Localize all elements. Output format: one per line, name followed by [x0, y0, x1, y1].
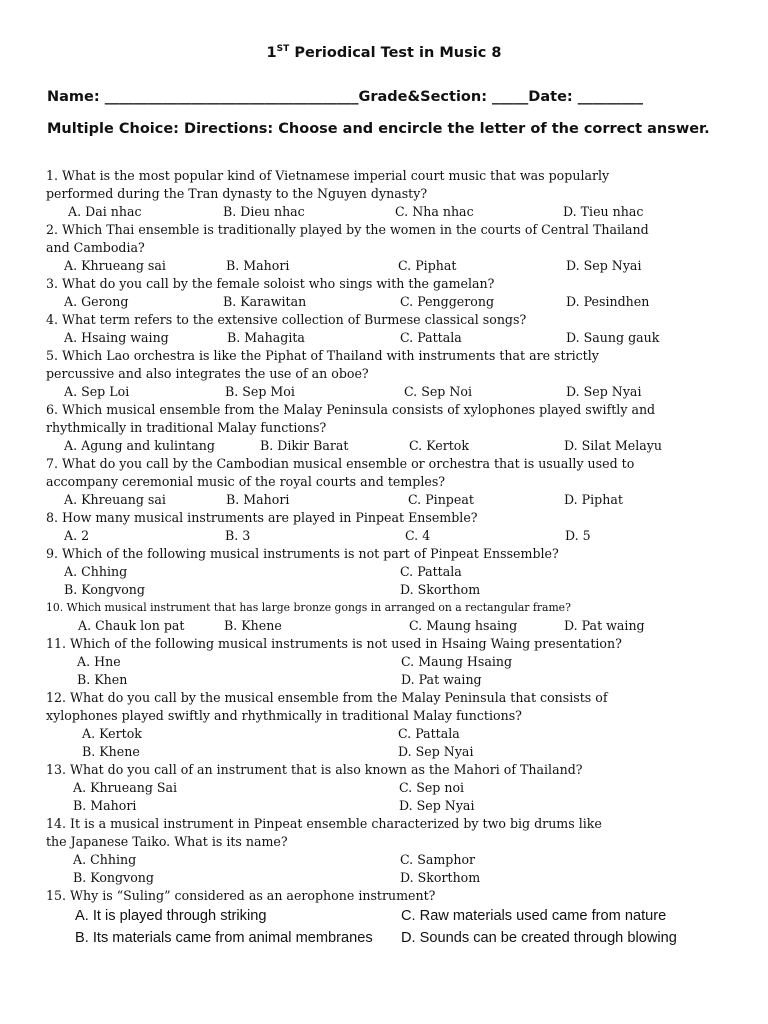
answer-row	[46, 437, 746, 455]
answer-option[interactable]: A. Khrueang sai	[64, 258, 166, 273]
answer-row	[46, 743, 746, 761]
question-list	[46, 167, 746, 949]
answer-option[interactable]: B. Its materials came from animal membranes	[75, 930, 373, 946]
answer-option[interactable]: C. Sep Noi	[404, 384, 472, 399]
answer-option[interactable]: D. Sep Nyai	[566, 258, 642, 273]
answer-row	[46, 491, 746, 509]
question-text: accompany ceremonial music of the royal courts and temples?	[46, 474, 446, 489]
answer-option[interactable]: C. Pattala	[400, 330, 462, 345]
question-text: 2. Which Thai ensemble is traditionally played by the women in the courts of Central Thailand	[46, 222, 649, 237]
answer-option[interactable]: C. Penggerong	[400, 294, 495, 309]
answer-option[interactable]: D. Pat waing	[564, 618, 645, 633]
question-14	[46, 815, 746, 887]
answer-option[interactable]: B. 3	[225, 528, 251, 543]
question-text: 14. It is a musical instrument in Pinpeat ensemble characterized by two big drums like	[46, 816, 602, 831]
answer-option[interactable]: B. Khene	[224, 618, 282, 633]
answer-option[interactable]: B. Dieu nhac	[223, 204, 305, 219]
answer-option[interactable]: C. Sep noi	[399, 780, 465, 795]
answer-option[interactable]: C. Piphat	[398, 258, 457, 273]
answer-option[interactable]: A. Chhing	[73, 852, 137, 867]
answer-option[interactable]: B. Mahori	[226, 258, 290, 273]
answer-option[interactable]: C. Kertok	[409, 438, 470, 453]
answer-option[interactable]: C. Raw materials used came from nature	[401, 908, 667, 924]
question-1	[46, 167, 746, 221]
answer-option[interactable]: A. Sep Loi	[64, 384, 130, 399]
answer-option[interactable]: B. Sep Moi	[225, 384, 295, 399]
question-text: performed during the Tran dynasty to the Nguyen dynasty?	[46, 186, 428, 201]
answer-option[interactable]: A. Kertok	[82, 726, 142, 741]
answer-option[interactable]: D. Sep Nyai	[398, 744, 474, 759]
answer-option[interactable]: D. Sep Nyai	[399, 798, 475, 813]
answer-option[interactable]: C. Pinpeat	[408, 492, 474, 507]
answer-option[interactable]: D. 5	[565, 528, 591, 543]
answer-row	[46, 329, 746, 347]
question-text: 6. Which musical ensemble from the Malay Peninsula consists of xylophones played swiftly and	[46, 402, 656, 417]
question-10	[46, 599, 746, 635]
answer-option[interactable]: B. Dikir Barat	[260, 438, 349, 453]
answer-option[interactable]: D. Piphat	[564, 492, 623, 507]
answer-option[interactable]: D. Silat Melayu	[564, 438, 663, 453]
answer-row	[46, 257, 746, 275]
question-text: the Japanese Taiko. What is its name?	[46, 834, 288, 849]
answer-option[interactable]: D. Skorthom	[400, 870, 481, 885]
question-text: 9. Which of the following musical instruments is not part of Pinpeat Enssemble?	[46, 546, 559, 561]
question-text: 13. What do you call of an instrument that is also known as the Mahori of Thailand?	[46, 762, 583, 777]
question-6	[46, 401, 746, 455]
answer-row	[46, 851, 746, 869]
answer-row	[46, 671, 746, 689]
question-text: 4. What term refers to the extensive collection of Burmese classical songs?	[46, 312, 527, 327]
answer-option[interactable]: D. Sep Nyai	[566, 384, 642, 399]
page-title: 1ST Periodical Test in Music 8	[266, 44, 502, 61]
answer-row	[46, 725, 746, 743]
name-grade-date-line: Name: ___________________________________Grade&Section: _____Date: _________	[47, 89, 643, 105]
answer-option[interactable]: A. Dai nhac	[68, 204, 142, 219]
answer-option[interactable]: B. Kongvong	[73, 870, 154, 885]
answer-option[interactable]: A. Hne	[77, 654, 121, 669]
answer-row	[46, 617, 746, 635]
answer-row	[46, 581, 746, 599]
answer-option[interactable]: B. Mahori	[73, 798, 137, 813]
question-text: and Cambodia?	[46, 240, 145, 255]
answer-option[interactable]: C. Maung hsaing	[409, 618, 518, 633]
answer-option[interactable]: A. Agung and kulintang	[64, 438, 215, 453]
answer-option[interactable]: B. Mahagita	[227, 330, 305, 345]
answer-option[interactable]: C. Nha nhac	[395, 204, 474, 219]
question-text: xylophones played swiftly and rhythmically in traditional Malay functions?	[46, 708, 522, 723]
question-text: 11. Which of the following musical instruments is not used in Hsaing Waing presentation?	[46, 636, 622, 651]
answer-option[interactable]: A. Hsaing waing	[64, 330, 169, 345]
answer-option[interactable]: D. Pat waing	[401, 672, 482, 687]
answer-row	[46, 869, 746, 887]
answer-option[interactable]: D. Skorthom	[400, 582, 481, 597]
question-4	[46, 311, 746, 347]
answer-option[interactable]: A. Khreuang sai	[64, 492, 166, 507]
answer-row	[46, 203, 746, 221]
answer-option[interactable]: B. Kongvong	[64, 582, 145, 597]
answer-option[interactable]: A. Gerong	[64, 294, 129, 309]
answer-option[interactable]: D. Pesindhen	[566, 294, 650, 309]
question-text: 12. What do you call by the musical ensemble from the Malay Peninsula that consists of	[46, 690, 608, 705]
question-text: 3. What do you call by the female soloist who sings with the gamelan?	[46, 276, 495, 291]
answer-option[interactable]: A. 2	[64, 528, 90, 543]
question-13	[46, 761, 746, 815]
answer-option[interactable]: A. Chhing	[64, 564, 128, 579]
answer-row	[46, 383, 746, 401]
question-8	[46, 509, 746, 545]
question-text: 8. How many musical instruments are played in Pinpeat Ensemble?	[46, 510, 478, 525]
question-text: 10. Which musical instrument that has large bronze gongs in arranged on a rectangular frame?	[46, 601, 571, 614]
answer-row	[46, 797, 746, 815]
question-text: 15. Why is “Suling” considered as an aerophone instrument?	[46, 888, 436, 903]
answer-row	[46, 293, 746, 311]
answer-option[interactable]: B. Karawitan	[223, 294, 307, 309]
answer-option[interactable]: C. 4	[405, 528, 431, 543]
question-text: percussive and also integrates the use of an oboe?	[46, 366, 369, 381]
answer-row	[46, 927, 746, 949]
answer-option[interactable]: C. Pattala	[400, 564, 462, 579]
answer-option[interactable]: C. Samphor	[400, 852, 476, 867]
answer-option[interactable]: B. Khen	[77, 672, 128, 687]
answer-option[interactable]: C. Maung Hsaing	[401, 654, 513, 669]
question-7	[46, 455, 746, 509]
answer-row	[46, 653, 746, 671]
question-text: 7. What do you call by the Cambodian musical ensemble or orchestra that is usually used to	[46, 456, 635, 471]
answer-option[interactable]: A. Khrueang Sai	[73, 780, 178, 795]
answer-option[interactable]: D. Saung gauk	[566, 330, 660, 345]
answer-option[interactable]: D. Tieu nhac	[563, 204, 644, 219]
question-text: 5. Which Lao orchestra is like the Piphat of Thailand with instruments that are strictly	[46, 348, 599, 363]
answer-row	[46, 779, 746, 797]
question-5	[46, 347, 746, 401]
question-3	[46, 275, 746, 311]
question-9	[46, 545, 746, 599]
answer-option[interactable]: A. Chauk lon pat	[78, 618, 185, 633]
answer-option[interactable]: A. It is played through striking	[75, 908, 267, 924]
directions: Multiple Choice: Directions: Choose and encircle the letter of the correct answer.	[47, 121, 710, 137]
question-12	[46, 689, 746, 761]
question-2	[46, 221, 746, 275]
question-text: rhythmically in traditional Malay functions?	[46, 420, 327, 435]
answer-option[interactable]: C. Pattala	[398, 726, 460, 741]
answer-option[interactable]: B. Mahori	[226, 492, 290, 507]
question-11	[46, 635, 746, 689]
answer-option[interactable]: B. Khene	[82, 744, 140, 759]
answer-option[interactable]: D. Sounds can be created through blowing	[401, 930, 677, 946]
answer-row	[46, 527, 746, 545]
answer-row	[46, 905, 746, 927]
question-text: 1. What is the most popular kind of Vietnamese imperial court music that was popularly	[46, 168, 610, 183]
question-15	[46, 887, 746, 949]
answer-row	[46, 563, 746, 581]
